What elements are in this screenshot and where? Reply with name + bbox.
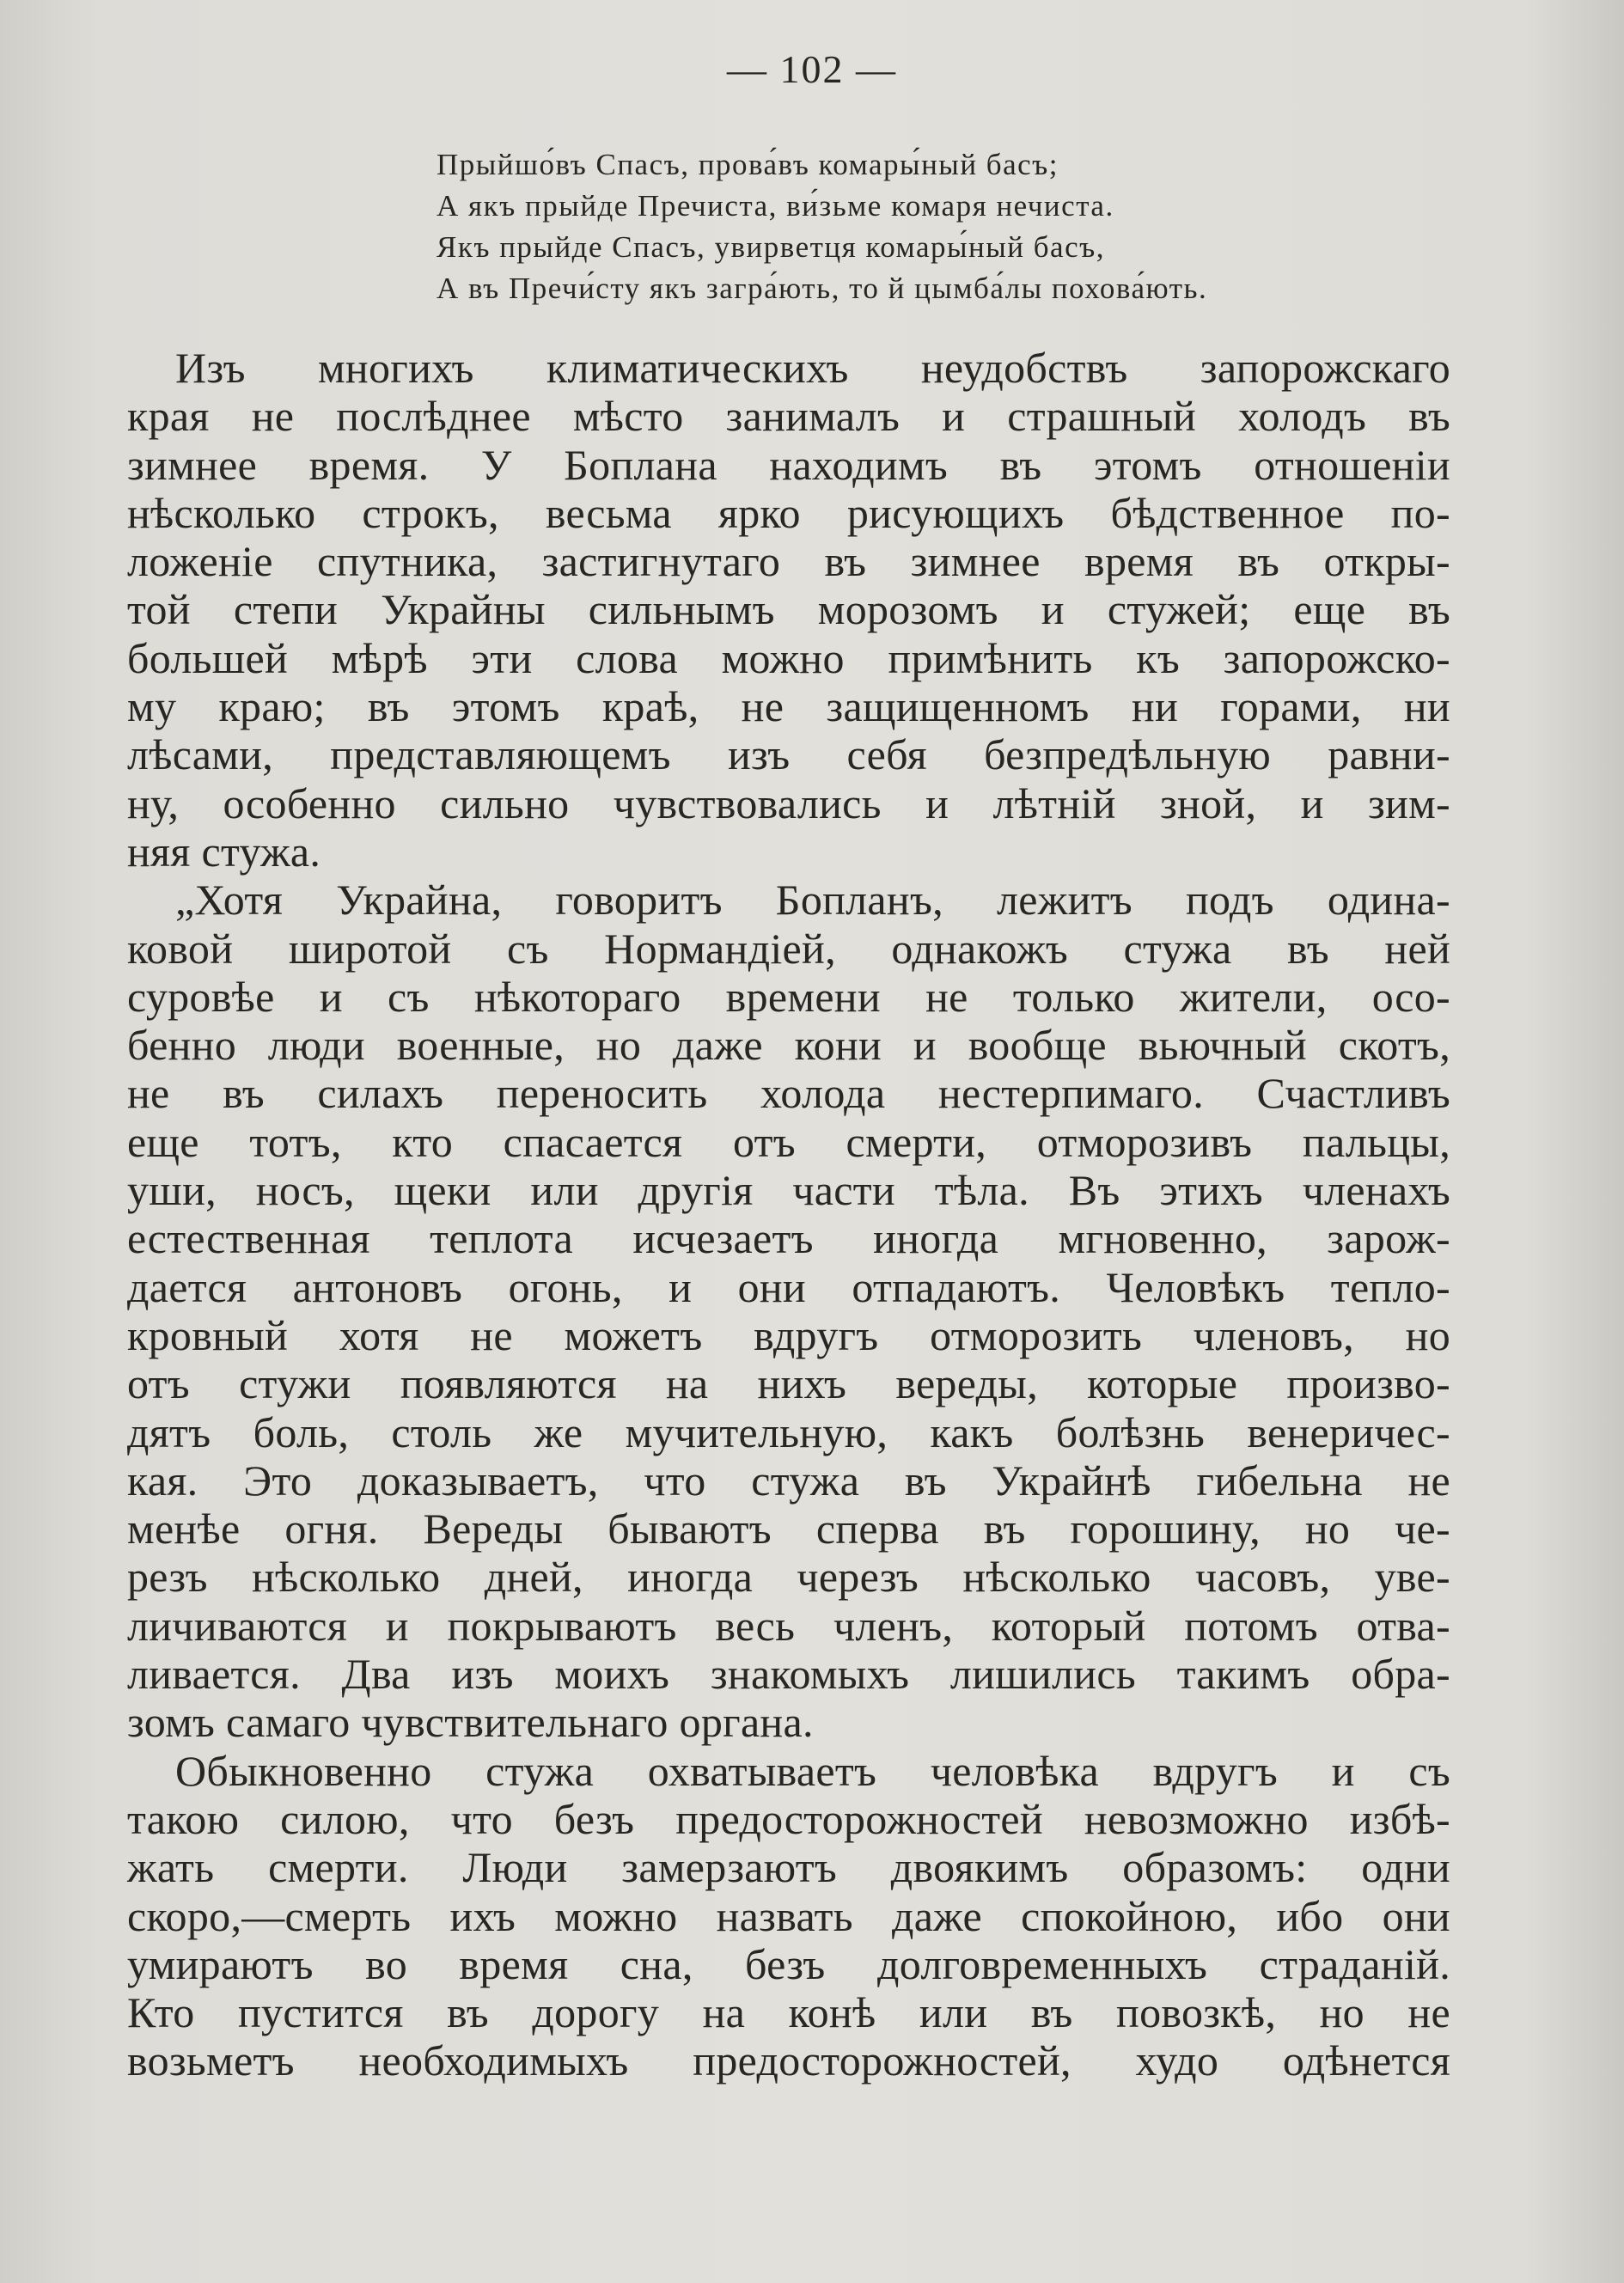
verse-line: Якъ прыйде Спасъ, увирветця комары́ный басъ,: [437, 230, 1105, 264]
paragraph-1: [127, 344, 1450, 876]
verse-line: Прыйшо́въ Спасъ, прова́въ комары́ный басъ;: [437, 148, 1059, 181]
text-line: естественная теплота исчезаетъ иногда мгновенно, зарож-: [127, 1214, 1450, 1263]
text-line: ливается. Два изъ моихъ знакомыхъ лишились такимъ обра-: [127, 1650, 1450, 1699]
paragraph-3: [127, 1747, 1450, 2085]
text-line: жать смерти. Люди замерзаютъ двоякимъ образомъ: одни: [127, 1843, 1450, 1892]
text-line: такою силою, что безъ предосторожностей невозможно избѣ-: [127, 1794, 1450, 1843]
text-line: ложеніе спутника, застигнутаго въ зимнее время въ откры-: [127, 537, 1450, 586]
text-line: менѣе огня. Вереды бываютъ сперва въ горошину, но че-: [127, 1505, 1450, 1554]
text-line: Изъ многихъ климатическихъ неудобствъ запорожскаго: [175, 344, 1450, 392]
text-line: „Хотя Украйна, говоритъ Бопланъ, лежитъ подъ одина-: [175, 876, 1450, 925]
text-line: не въ силахъ переносить холода нестерпимаго. Счастливъ: [127, 1069, 1450, 1118]
text-line: Кто пустится въ дорогу на конѣ или въ повозкѣ, но не: [127, 1988, 1450, 2037]
text-line: кая. Это доказываетъ, что стужа въ Украйнѣ гибельна не: [127, 1456, 1450, 1505]
text-line: дается антоновъ огонь, и они отпадаютъ. Человѣкъ тепло-: [127, 1262, 1450, 1311]
text-line: резъ нѣсколько дней, иногда черезъ нѣсколько часовъ, уве-: [127, 1553, 1450, 1602]
verse-line: А якъ прыйде Пречиста, ви́зьме комаря нечиста.: [437, 189, 1114, 223]
text-line: отъ стужи появляются на нихъ вереды, которые произво-: [127, 1359, 1450, 1408]
verse-block: [437, 144, 1425, 309]
text-line: зимнее время. У Боплана находимъ въ этомъ отношеніи: [127, 440, 1450, 489]
text-line: той степи Украйны сильнымъ морозомъ и стужей; еще въ: [127, 585, 1450, 634]
text-line: личиваются и покрываютъ весь членъ, который потомъ отва-: [127, 1601, 1450, 1650]
text-line: еще тотъ, кто спасается отъ смерти, отморозивъ пальцы,: [127, 1117, 1450, 1166]
text-line: края не послѣднее мѣсто занималъ и страшный холодъ въ: [127, 392, 1450, 441]
text-line: дятъ боль, столь же мучительную, какъ болѣзнь венеричес-: [127, 1407, 1450, 1456]
body-text: [127, 344, 1450, 2085]
text-line: бенно люди военные, но даже кони и вообще вьючный скотъ,: [127, 1021, 1450, 1070]
text-line: большей мѣрѣ эти слова можно примѣнить къ запорожско-: [127, 633, 1450, 682]
page-number: — 102 —: [727, 47, 897, 91]
paragraph-2: [127, 876, 1450, 1746]
text-line: возьметъ необходимыхъ предосторожностей, худо одѣнется: [127, 2036, 1450, 2085]
text-line: уши, носъ, щеки или другія части тѣла. Въ этихъ членахъ: [127, 1166, 1450, 1215]
text-line: умираютъ во время сна, безъ долговременныхъ страданій.: [127, 1939, 1450, 1988]
text-line: зомъ самаго чувствительнаго органа.: [127, 1698, 814, 1747]
text-line: скоро,—смерть ихъ можно назвать даже спокойною, ибо они: [127, 1891, 1450, 1940]
text-line: суровѣе и съ нѣкотораго времени не только жители, осо-: [127, 972, 1450, 1021]
text-line: кровный хотя не можетъ вдругъ отморозить членовъ, но: [127, 1310, 1450, 1359]
text-line: Обыкновенно стужа охватываетъ человѣка вдругъ и съ: [175, 1746, 1450, 1795]
text-line: ну, особенно сильно чувствовались и лѣтній зной, и зим-: [127, 778, 1450, 827]
text-line: ковой широтой съ Нормандіей, однакожъ стужа въ ней: [127, 924, 1450, 973]
verse-line: А въ Пречи́сту якъ загра́ють, то й цымба́лы похова́ють.: [437, 272, 1208, 305]
text-line: му краю; въ этомъ краѣ, не защищенномъ ни горами, ни: [127, 682, 1450, 731]
text-line: нѣсколько строкъ, весьма ярко рисующихъ бѣдственное по-: [127, 488, 1450, 537]
text-line: няя стужа.: [127, 827, 321, 876]
text-line: лѣсами, представляющемъ изъ себя безпредѣльную равни-: [127, 730, 1450, 779]
